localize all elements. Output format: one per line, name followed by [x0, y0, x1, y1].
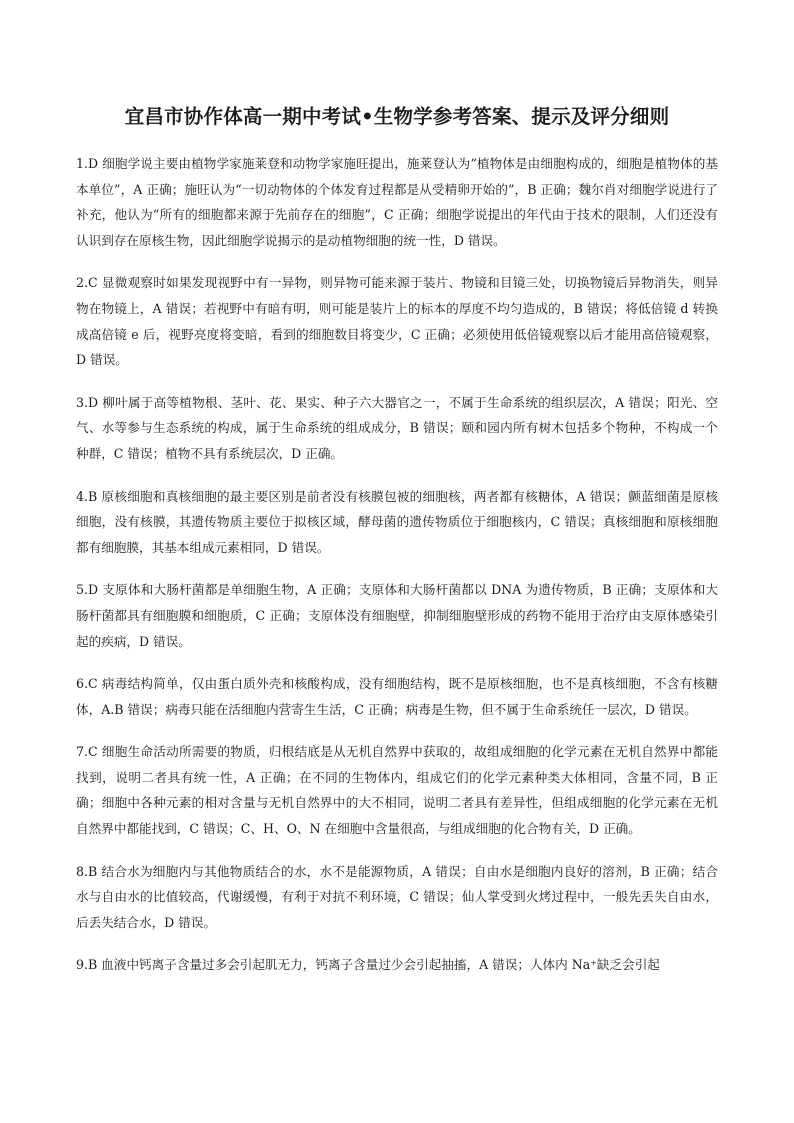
answer-item-1: 1.D 细胞学说主要由植物学家施莱登和动物学家施旺提出，施莱登认为“植物体是由细胞构成的，细胞是植物体的基本单位”，A 正确；施旺认为“一切动物体的个体发育过程都是从受精卵开始的”，B 正确；魏尔肖对细胞学说进行了补充，他认为“所有的细胞都来源于先前存在的细胞”，C 正确；细胞学说提出的年代由于技术的限制，人们还没有认识到存在原核生物，因此细胞学说揭示的是动植物细胞的统一性，D 错误。	[76, 156, 718, 248]
answer-item-6: 6.C 病毒结构简单，仅由蛋白质外壳和核酸构成，没有细胞结构，既不是原核细胞，也不是真核细胞，不含有核糖体，A.B 错误；病毒只能在活细胞内营寄生生活，C 正确；病毒是生物，但不属于生命系统任一层次，D 错误。	[76, 676, 718, 717]
answer-list	[76, 151, 718, 978]
answer-item-3: 3.D 柳叶属于高等植物根、茎叶、花、果实、种子六大器官之一，不属于生命系统的组织层次，A 错误；阳光、空气、水等参与生态系统的构成，属于生命系统的组成成分，B 错误；颐和园内所有树木包括多个物种，不构成一个种群，C 错误；植物不具有系统层次，D 正确。	[76, 394, 718, 461]
answer-item-2: 2.C 显微观察时如果发现视野中有一异物，则异物可能来源于装片、物镜和目镜三处，切换物镜后异物消失，则异物在物镜上，A 错误；若视野中有暗有明，则可能是装片上的标本的厚度不均匀造成的，B 错误；将低倍镜 d 转换成高倍镜 e 后，视野亮度将变暗，看到的细胞数目将变少，C 正确；必须使用低倍镜观察以后才能用高倍镜观察，D 错误。	[76, 275, 718, 368]
document-page	[76, 0, 718, 995]
answer-item-8: 8.B 结合水为细胞内与其他物质结合的水，水不是能源物质，A 错误；自由水是细胞内良好的溶剂，B 正确；结合水与自由水的比值较高，代谢缓慢，有利于对抗不利环境，C 错误；仙人掌受到火烤过程中，一般先丢失自由水，后丢失结合水，D 错误。	[76, 863, 718, 930]
answer-item-4: 4.B 原核细胞和真核细胞的最主要区别是前者没有核膜包被的细胞核，两者都有核糖体，A 错误；颤蓝细菌是原核细胞，没有核膜，其遗传物质主要位于拟核区域，酵母菌的遗传物质位于细胞核内，C 错误；真核细胞和原核细胞都有细胞膜，其基本组成元素相同，D 错误。	[76, 488, 718, 555]
answer-item-9: 9.B 血液中钙离子含量过多会引起肌无力，钙离子含量过少会引起抽搐，A 错误；人体内 Na⁺缺乏会引起	[76, 957, 660, 973]
answer-item-5: 5.D 支原体和大肠杆菌都是单细胞生物，A 正确；支原体和大肠杆菌都以 DNA 为遗传物质，B 正确；支原体和大肠杆菌都具有细胞膜和细胞质，C 正确；支原体没有细胞壁，抑制细胞壁形成的药物不能用于治疗由支原体感染引起的疾病，D 错误。	[76, 582, 718, 649]
document-title: 宜昌市协作体高一期中考试•生物学参考答案、提示及评分细则	[124, 105, 670, 128]
answer-item-7: 7.C 细胞生命活动所需要的物质，归根结底是从无机自然界中获取的，故组成细胞的化学元素在无机自然界中都能找到，说明二者具有统一性，A 正确；在不同的生物体内，组成它们的化学元素种类大体相同，含量不同，B 正确；细胞中各种元素的相对含量与无机自然界中的大不相同，说明二者具有差异性，但组成细胞的化学元素在无机自然界中都能找到，C 错误；C、H、O、N 在细胞中含量很高，与组成细胞的化合物有关，D 正确。	[76, 744, 718, 837]
